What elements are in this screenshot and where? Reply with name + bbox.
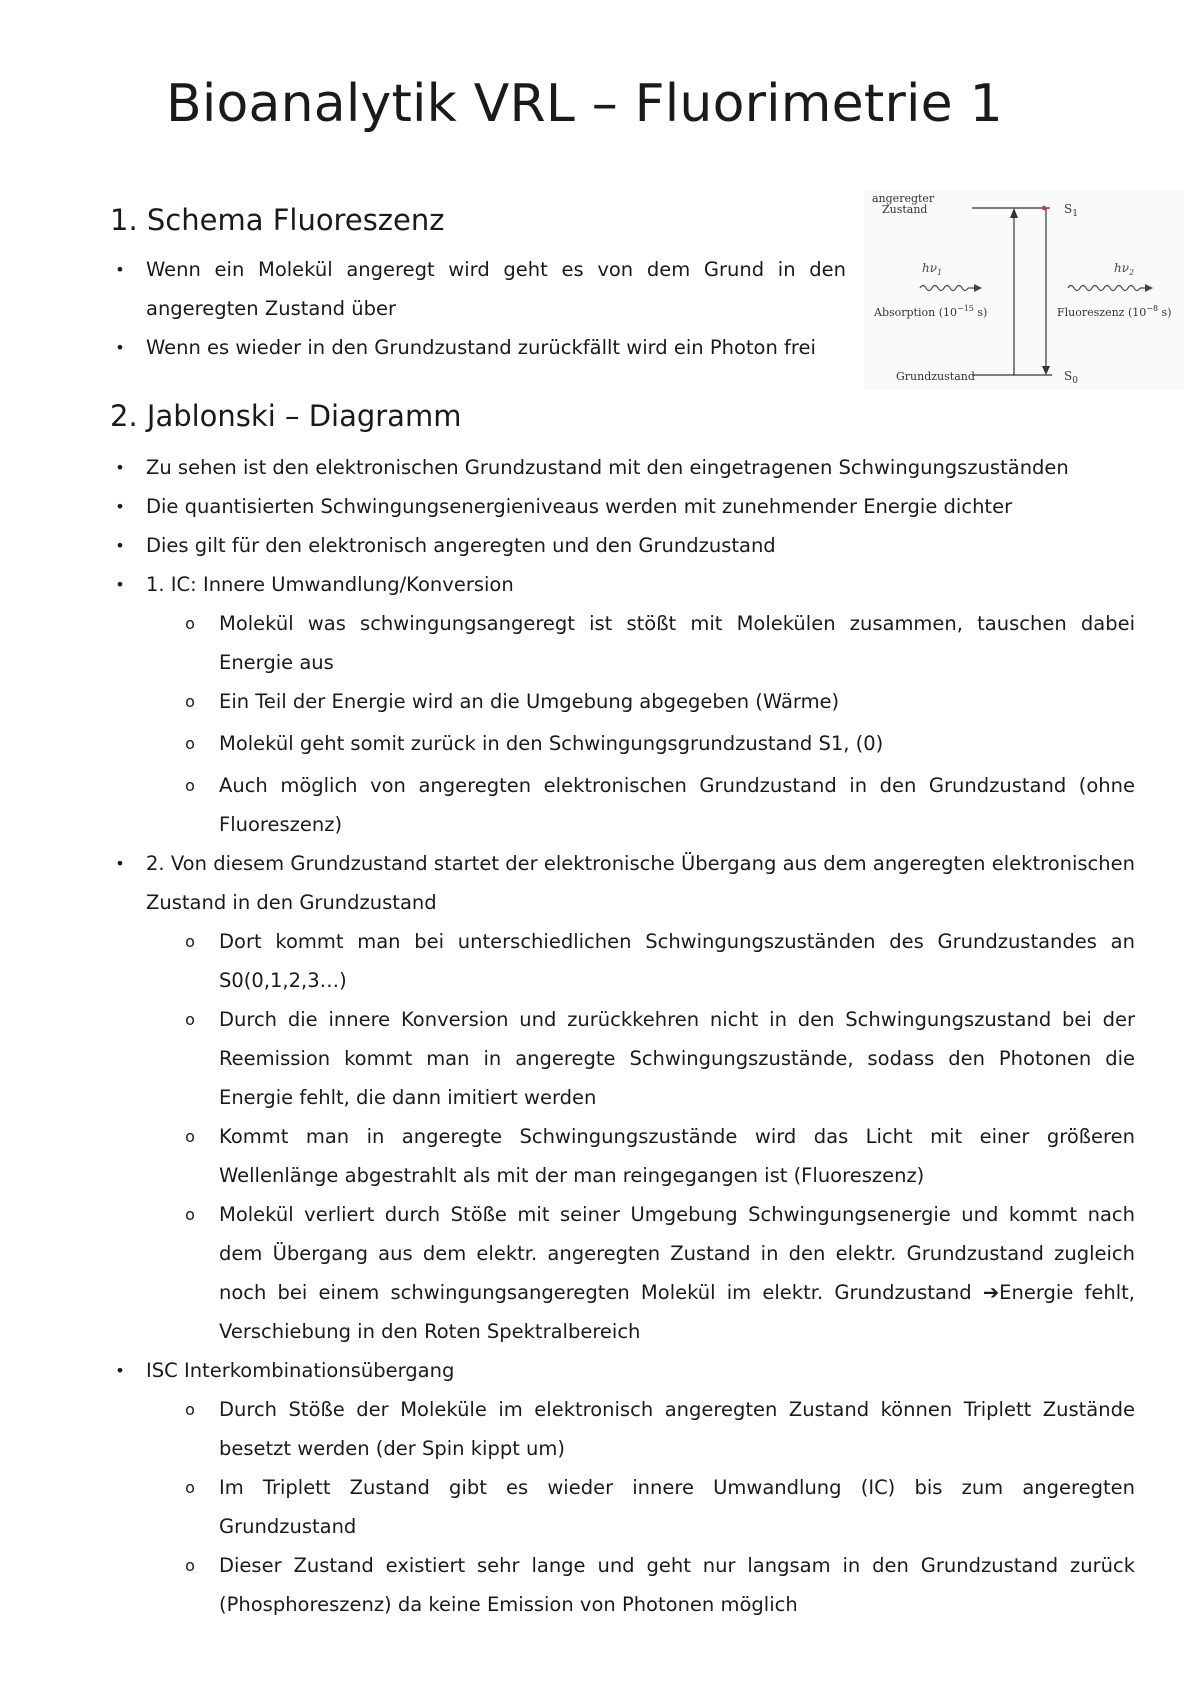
excited-state-label-2: Zustand (882, 203, 928, 216)
sub-list-item-text: Durch die innere Konversion und zurückkehren nicht in den Schwingungszustand bei der Reemission kommt man in angeregte Schwingungszustände, sodass den Photonen die Energie fehlt, die dann imitiert werden (219, 1008, 1135, 1109)
list-item (115, 250, 846, 328)
excited-state-label-1: angeregter (872, 192, 935, 205)
section-2-heading: 2. Jablonski – Diagramm (110, 399, 462, 433)
list-item (115, 1351, 1135, 1390)
sub-list-item-text: Im Triplett Zustand gibt es wieder innere Umwandlung (IC) bis zum angeregten Grundzustand (219, 1476, 1135, 1538)
bullet-icon: • (115, 497, 125, 516)
sub-bullet-icon: o (185, 1010, 195, 1029)
list-item-text: 2. Von diesem Grundzustand startet der elektronische Übergang aus dem angeregten elektronischen Zustand in den Grundzustand (146, 852, 1135, 914)
sub-list-item (185, 922, 1135, 1000)
sub-bullet-icon: o (185, 1205, 195, 1224)
ground-state-label: Grundzustand (896, 370, 975, 383)
sub-list-item-text: Ein Teil der Energie wird an die Umgebung abgegeben (Wärme) (219, 690, 840, 713)
sub-bullet-icon: o (185, 734, 195, 753)
absorption-wave-icon (920, 286, 968, 291)
sub-list-item-text: Molekül was schwingungsangeregt ist stößt mit Molekülen zusammen, tauschen dabei Energie aus (219, 612, 1135, 674)
sub-list-item-text: Molekül verliert durch Stöße mit seiner Umgebung Schwingungsenergie und kommt nach dem Übergang aus dem elektr. angeregten Zustand in den elektr. Grundzustand zugleich noch bei einem schwingungsangeregten Molekül im elektr. Grundzustand ➔Energie fehlt, Verschiebung in den Roten Spektralbereich (219, 1203, 1135, 1343)
bullet-icon: • (115, 1361, 125, 1380)
sub-bullet-icon: o (185, 1556, 195, 1575)
sub-list-item (185, 724, 1135, 763)
s0-label: $S_0$ (1064, 369, 1078, 386)
bullet-icon: • (115, 458, 125, 477)
sub-list-item (185, 766, 1135, 844)
list-item (115, 487, 1146, 526)
emission-wave-arrowhead (1145, 284, 1153, 292)
emission-arrowhead (1042, 366, 1050, 375)
sub-list-item-text: Auch möglich von angeregten elektronischen Grundzustand in den Grundzustand (ohne Fluoreszenz) (219, 774, 1135, 836)
absorption-label: Absorption ($10^{-15}$ s) (874, 304, 988, 319)
fluorescence-label: Fluoreszenz ($10^{-8}$ s) (1057, 304, 1172, 319)
bullet-icon: • (115, 575, 125, 594)
bullet-icon: • (115, 536, 125, 555)
sub-list-item (185, 604, 1135, 682)
sub-list-item (185, 1195, 1135, 1351)
sub-bullet-icon: o (185, 932, 195, 951)
bullet-icon: • (115, 854, 125, 873)
fluorescence-scheme-figure (864, 190, 1184, 390)
s1-label: $S_1$ (1064, 202, 1078, 219)
absorption-arrowhead (1010, 208, 1018, 218)
list-item (115, 448, 1146, 487)
sub-bullet-icon: o (185, 776, 195, 795)
emission-wave-icon (1068, 286, 1140, 291)
sub-list-item-text: Dort kommt man bei unterschiedlichen Schwingungszuständen des Grundzustandes an S0(0,1,2,3…) (219, 930, 1135, 992)
sub-list-item (185, 1390, 1135, 1468)
list-item-text: Wenn es wieder in den Grundzustand zurückfällt wird ein Photon frei (146, 336, 816, 359)
list-item-text: 1. IC: Innere Umwandlung/Konversion (146, 573, 514, 596)
list-item (115, 526, 1146, 565)
list-item (115, 844, 1135, 922)
sub-list-item-text: Molekül geht somit zurück in den Schwingungsgrundzustand S1, (0) (219, 732, 884, 755)
sub-list-item-text: Kommt man in angeregte Schwingungszustände wird das Licht mit einer größeren Wellenlänge abgestrahlt als mit der man reingegangen ist (Fluoreszenz) (219, 1125, 1135, 1187)
emission-energy-label: $h\nu_2$ (1114, 261, 1135, 277)
sub-list-item (185, 682, 1135, 721)
bullet-icon: • (115, 338, 125, 357)
sub-list-item (185, 1468, 1135, 1546)
bullet-icon: • (115, 260, 125, 279)
sub-list-item (185, 1117, 1135, 1195)
sub-bullet-icon: o (185, 1478, 195, 1497)
section-1-heading: 1. Schema Fluoreszenz (110, 203, 445, 237)
list-item (115, 565, 1146, 604)
sub-list-item (185, 1000, 1135, 1117)
list-item-text: Dies gilt für den elektronisch angeregten und den Grundzustand (146, 534, 776, 557)
sub-bullet-icon: o (185, 1127, 195, 1146)
excited-dot (1042, 206, 1046, 210)
list-item-text: Die quantisierten Schwingungsenergieniveaus werden mit zunehmender Energie dichter (146, 495, 1013, 518)
absorption-wave-arrowhead (974, 284, 982, 292)
sub-bullet-icon: o (185, 614, 195, 633)
sub-list-item (185, 1546, 1135, 1624)
page-title: Bioanalytik VRL – Fluorimetrie 1 (166, 74, 1003, 134)
list-item-text: Wenn ein Molekül angeregt wird geht es von dem Grund in den angeregten Zustand über (146, 258, 846, 320)
sub-list-item-text: Dieser Zustand existiert sehr lange und geht nur langsam in den Grundzustand zurück (Phosphoreszenz) da keine Emission von Photonen möglich (219, 1554, 1135, 1616)
list-item (115, 328, 846, 367)
sub-bullet-icon: o (185, 1400, 195, 1419)
absorption-energy-label: $h\nu_1$ (922, 261, 943, 277)
sub-bullet-icon: o (185, 692, 195, 711)
list-item-text: Zu sehen ist den elektronischen Grundzustand mit den eingetragenen Schwingungszuständen (146, 456, 1069, 479)
sub-list-item-text: Durch Stöße der Moleküle im elektronisch angeregten Zustand können Triplett Zustände besetzt werden (der Spin kippt um) (219, 1398, 1135, 1460)
list-item-text: ISC Interkombinationsübergang (146, 1359, 455, 1382)
